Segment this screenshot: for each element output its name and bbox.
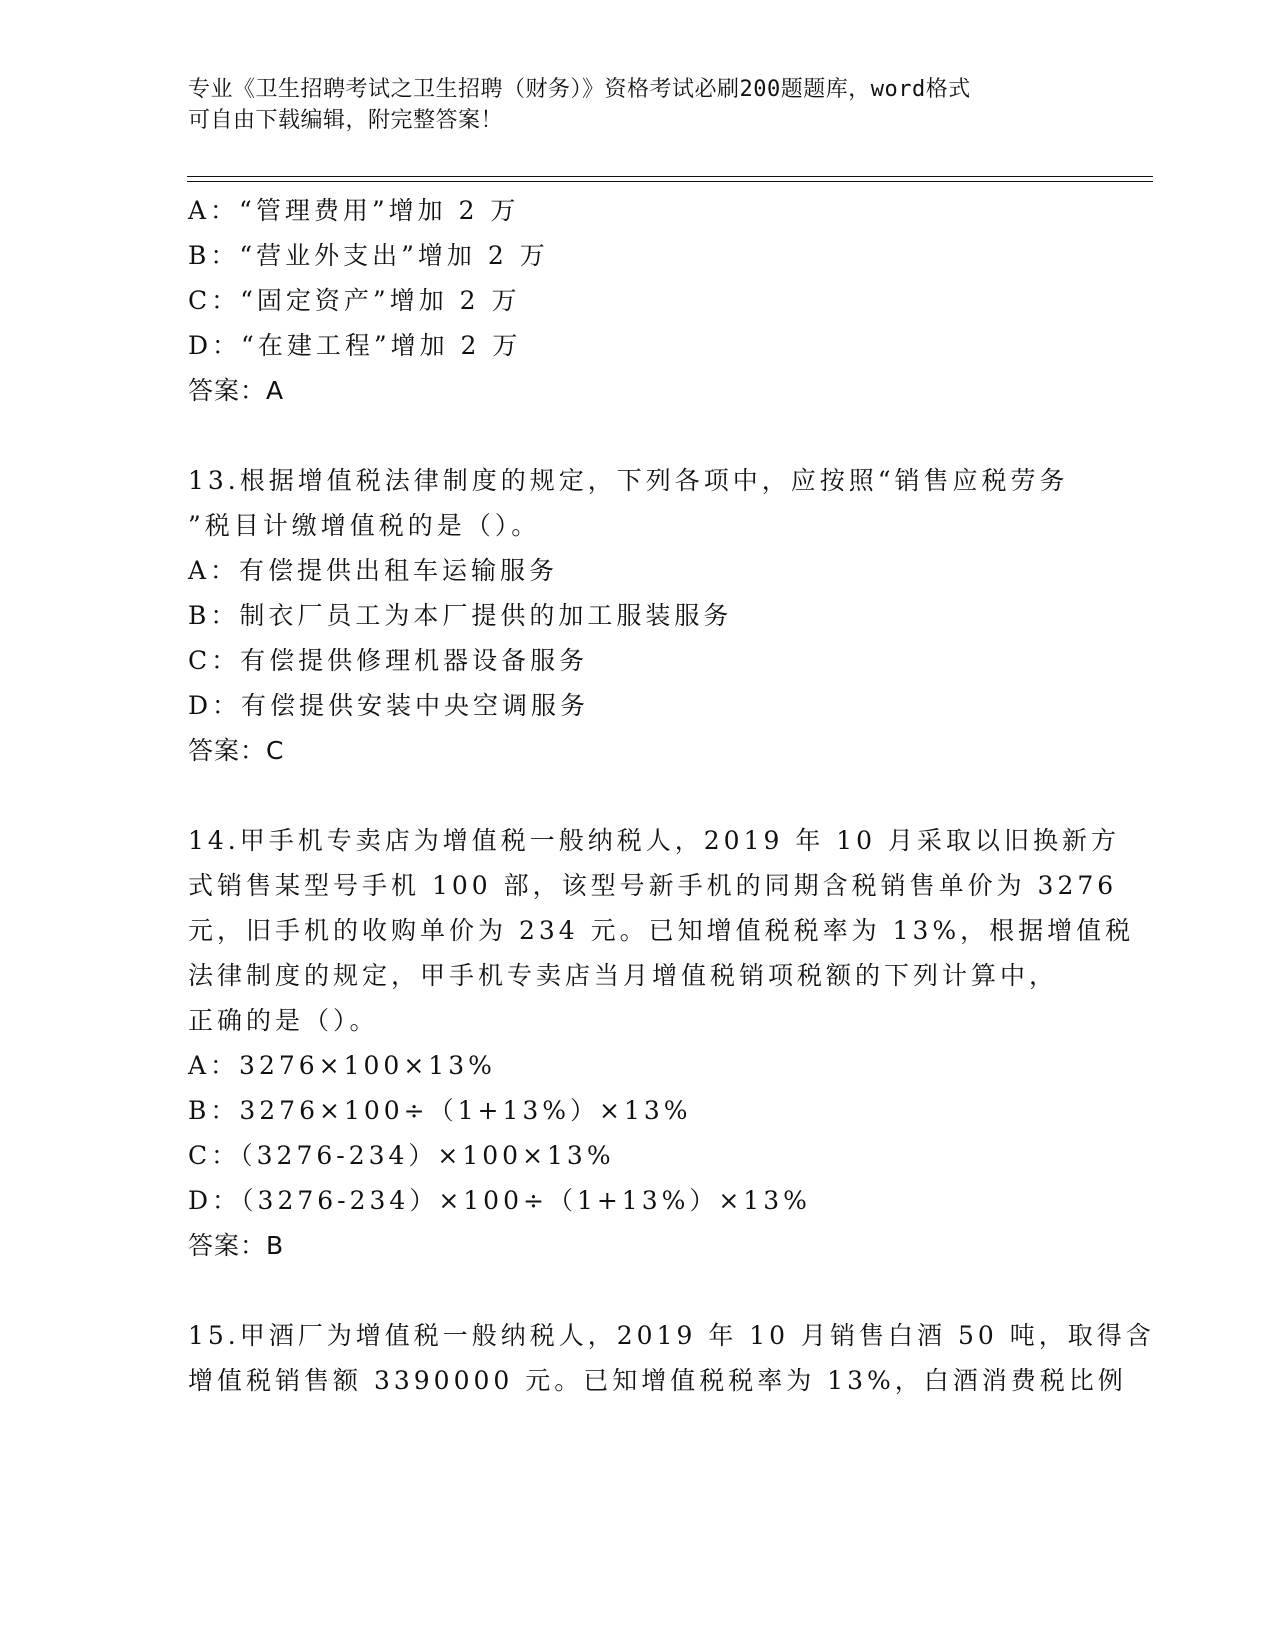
- question-content: [188, 188, 1155, 1403]
- q13-stem-line-2: ”税目计缴增值税的是（）。: [188, 511, 541, 540]
- header-rule-top: [187, 176, 1153, 177]
- spacer: [188, 413, 1088, 458]
- q14-option-a: A：3276×100×13%: [188, 1051, 496, 1080]
- q14-answer: 答案：B: [188, 1231, 285, 1260]
- q14-option-d: D：（3276-234）×100÷（1+13%）×13%: [188, 1186, 811, 1215]
- q12-option-b: B：“营业外支出”增加 2 万: [188, 241, 549, 270]
- q13-option-b: B：制衣厂员工为本厂提供的加工服装服务: [188, 601, 733, 630]
- q15-stem-line-1: 15.甲酒厂为增值税一般纳税人，2019 年 10 月销售白酒 50 吨，取得含: [188, 1321, 1155, 1350]
- q12-option-c: C：“固定资产”增加 2 万: [188, 286, 521, 315]
- spacer: [188, 773, 1088, 818]
- q13-stem-line-1: 13.根据增值税法律制度的规定，下列各项中，应按照“销售应税劳务: [188, 466, 1069, 495]
- header-line-2: 可自由下载编辑，附完整答案！: [188, 108, 504, 133]
- header-line-1: 专业《卫生招聘考试之卫生招聘（财务）》资格考试必刷200题题库，word格式: [188, 77, 971, 102]
- q14-stem-line-2: 式销售某型号手机 100 部，该型号新手机的同期含税销售单价为 3276: [188, 871, 1118, 900]
- q15-stem-line-2: 增值税销售额 3390000 元。已知增值税税率为 13%，白酒消费税比例: [188, 1366, 1127, 1395]
- q12-answer: 答案：A: [188, 376, 285, 405]
- q13-answer: 答案：C: [188, 736, 285, 765]
- q14-stem-line-4: 法律制度的规定，甲手机专卖店当月增值税销项税额的下列计算中，: [188, 961, 1059, 990]
- header-rule-bottom: [187, 181, 1153, 182]
- q14-stem-line-1: 14.甲手机专卖店为增值税一般纳税人，2019 年 10 月采取以旧换新方: [188, 826, 1121, 855]
- q14-stem-line-5: 正确的是（）。: [188, 1006, 379, 1035]
- q14-stem-line-3: 元，旧手机的收购单价为 234 元。已知增值税税率为 13%，根据增值税: [188, 916, 1135, 945]
- q14-option-c: C：（3276-234）×100×13%: [188, 1141, 615, 1170]
- q12-option-d: D：“在建工程”增加 2 万: [188, 331, 522, 360]
- q12-option-a: A：“管理费用”增加 2 万: [188, 196, 520, 225]
- q13-option-d: D：有偿提供安装中央空调服务: [188, 691, 590, 720]
- q13-option-a: A：有偿提供出租车运输服务: [188, 556, 559, 585]
- q14-option-b: B：3276×100÷（1+13%）×13%: [188, 1096, 692, 1125]
- document-header: [188, 74, 1068, 136]
- q13-option-c: C：有偿提供修理机器设备服务: [188, 646, 589, 675]
- spacer: [188, 1268, 1088, 1313]
